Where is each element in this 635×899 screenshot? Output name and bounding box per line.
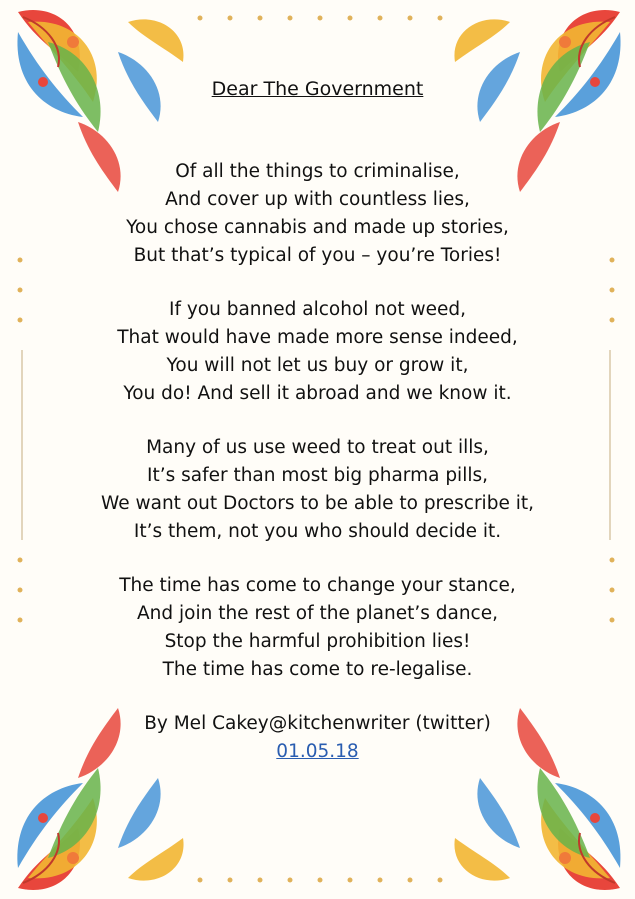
author-byline: By Mel Cakey@kitchenwriter (twitter) xyxy=(144,713,491,734)
poem-line: You do! And sell it abroad and we know it. xyxy=(123,383,512,404)
stanza-2 xyxy=(60,296,575,408)
poem-line: The time has come to change your stance, xyxy=(119,575,516,596)
poem-line: Many of us use weed to treat out ills, xyxy=(146,437,489,458)
poem-line: If you banned alcohol not weed, xyxy=(169,299,466,320)
poem-line: You will not let us buy or grow it, xyxy=(166,355,469,376)
poem-line: You chose cannabis and made up stories, xyxy=(126,217,509,238)
poem-content xyxy=(60,78,575,766)
poem-line: And join the rest of the planet’s dance, xyxy=(137,603,498,624)
poem-title: Dear The Government xyxy=(211,78,424,100)
poem-line: Of all the things to criminalise, xyxy=(175,161,460,182)
poem-line: And cover up with countless lies, xyxy=(165,189,470,210)
stanza-1 xyxy=(60,158,575,270)
poem-line: That would have made more sense indeed, xyxy=(117,327,518,348)
poem-line: Stop the harmful prohibition lies! xyxy=(164,631,471,652)
poem-line: It’s safer than most big pharma pills, xyxy=(146,465,488,486)
stanza-3 xyxy=(60,434,575,546)
date-link[interactable]: 01.05.18 xyxy=(276,741,359,762)
poem-line: But that’s typical of you – you’re Tories! xyxy=(133,245,502,266)
poem-line: The time has come to re-legalise. xyxy=(162,659,473,680)
stanza-4 xyxy=(60,572,575,684)
poem-line: We want out Doctors to be able to prescribe it, xyxy=(101,493,534,514)
poem-line: It’s them, not you who should decide it. xyxy=(133,521,502,542)
